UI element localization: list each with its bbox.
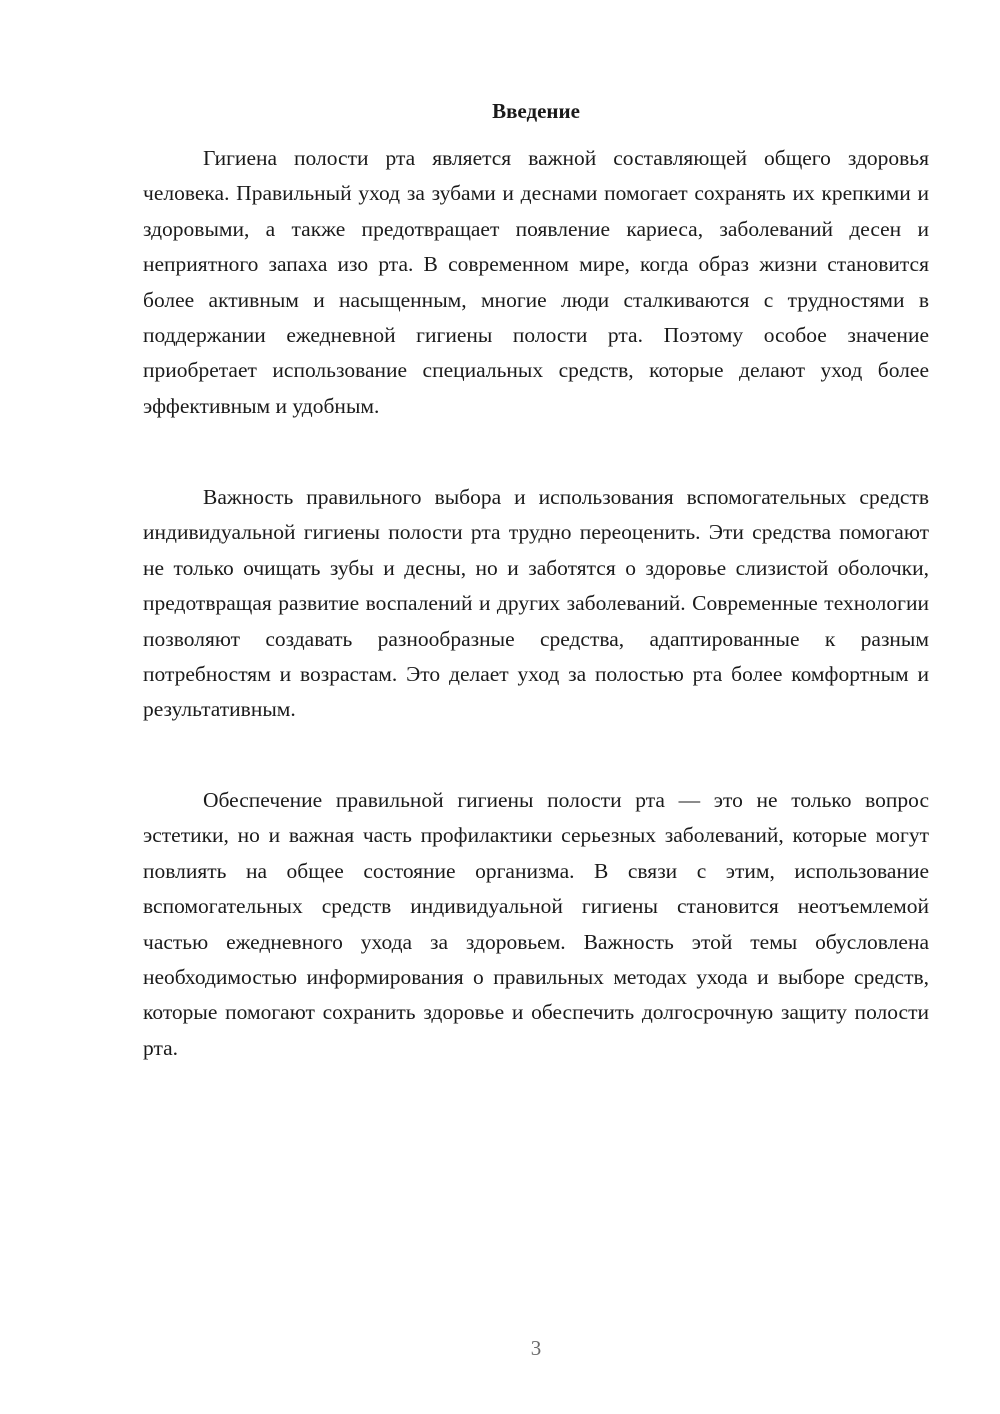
paragraph-3: Обеспечение правильной гигиены полости рта — это не только вопрос эстетики, но и важная часть профилактики серьезных заболеваний, которые могут повлиять на общее состояние организма. В связи с этим, использование вспомогательных средств индивидуальной гигиены становится неотъемлемой частью ежедневного ухода за здоровьем. Важность этой темы обусловлена необходимостью информирования о правильных методах ухода и выборе средств, которые помогают сохранить здоровье и обеспечить долгосрочную защиту полости рта.	[143, 788, 929, 1060]
section-heading: Введение	[492, 99, 580, 123]
page-number: 3	[530, 1336, 542, 1360]
paragraph-1: Гигиена полости рта является важной составляющей общего здоровья человека. Правильный уход за зубами и деснами помогает сохранять их крепкими и здоровыми, а также предотвращает появление кариеса, заболеваний десен и неприятного запаха изо рта. В современном мире, когда образ жизни становится более активным и насыщенным, многие люди сталкиваются с трудностями в поддержании ежедневной гигиены полости рта. Поэтому особое значение приобретает использование специальных средств, которые делают уход более эффективным и удобным.	[143, 146, 929, 418]
paragraph-2-block	[143, 480, 929, 728]
paragraph-2: Важность правильного выбора и использования вспомогательных средств индивидуальной гигиены полости рта трудно переоценить. Эти средства помогают не только очищать зубы и десны, но и заботятся о здоровье слизистой оболочки, предотвращая развитие воспалений и других заболеваний. Современные технологии позволяют создавать разнообразные средства, адаптированные к разным потребностям и возрастам. Это делает уход за полостью рта более комфортным и результативным.	[143, 485, 929, 722]
paragraph-3-block	[143, 783, 929, 1066]
paragraph-1-block	[143, 141, 929, 424]
